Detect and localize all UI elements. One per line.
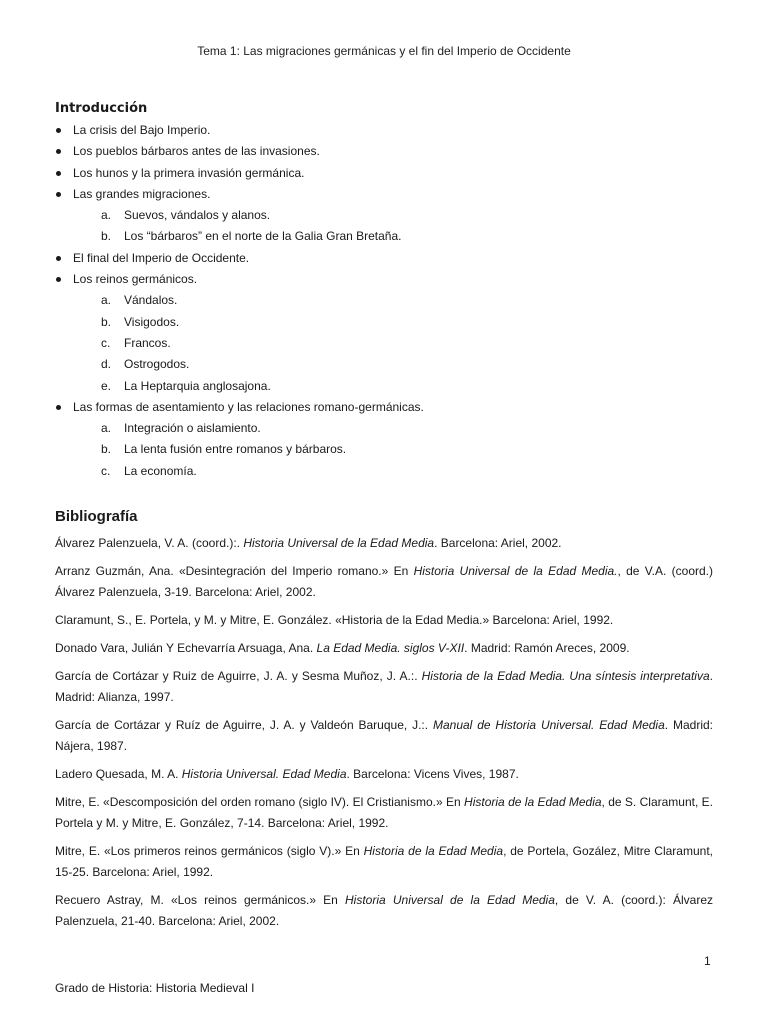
entry-text: , de Portela, Gozález, Mitre Claramunt, 15-25. Barcelona: Ariel, 1992. [55, 844, 713, 879]
outline-item [55, 141, 715, 162]
bibliography-entry [55, 792, 713, 834]
entry-title: Manual de Historia Universal. Edad Media [432, 718, 665, 732]
bibliography-entry [55, 841, 713, 883]
outline-subitem [55, 290, 715, 311]
outline-subitem [55, 376, 715, 397]
outline-item [55, 120, 715, 141]
intro-outline [55, 120, 715, 482]
outline-item-text: Los pueblos bárbaros antes de las invasiones. [73, 144, 320, 159]
entry-title: Historia Universal de la Edad Media [243, 536, 435, 550]
entry-text: . Madrid: Alianza, 1997. [55, 669, 713, 704]
document-title: Tema 1: Las migraciones germánicas y el fin del Imperio de Occidente [197, 44, 571, 58]
subitem-text: Los “bárbaros” en el norte de la Galia Gran Bretaña. [124, 229, 402, 244]
subitem-letter: b. [101, 229, 112, 244]
bullet-icon [56, 128, 61, 133]
subitem-letter: a. [101, 293, 112, 308]
entry-text: , de S. Claramunt, E. Portela y M. y Mitre, E. González, 7-14. Barcelona: Ariel, 1992. [55, 795, 713, 830]
bullet-icon [56, 277, 61, 282]
bibliography-list [55, 533, 713, 939]
outline-subitem [55, 418, 715, 439]
bullet-icon [56, 192, 61, 197]
bibliography-entry [55, 638, 713, 659]
entry-title: Historia Universal de la Edad Media. [413, 564, 618, 578]
entry-title: Historia Universal. Edad Media [181, 767, 347, 781]
entry-text: . Barcelona: Vicens Vives, 1987. [346, 767, 519, 781]
footer-course: Grado de Historia: Historia Medieval I [55, 981, 255, 995]
entry-title: La Edad Media. siglos V-XII [316, 641, 465, 655]
intro-heading: Introducción [55, 101, 148, 116]
subitem-text: Suevos, vándalos y alanos. [124, 208, 271, 223]
subitem-letter: e. [101, 378, 112, 393]
outline-item-text: Los reinos germánicos. [73, 272, 198, 287]
bibliography-entry [55, 715, 713, 757]
entry-text: . Barcelona: Ariel, 2002. [434, 536, 562, 550]
outline-subitem [55, 312, 715, 333]
outline-subitem [55, 333, 715, 354]
outline-item [55, 269, 715, 290]
entry-text: , de V. A. (coord.): Álvarez Palenzuela, 21-40. Barcelona: Ariel, 2002. [55, 893, 713, 928]
outline-item-text: Las grandes migraciones. [73, 186, 211, 201]
page-number: 1 [704, 954, 711, 968]
subitem-text: Francos. [124, 335, 171, 350]
subitem-letter: b. [101, 314, 112, 329]
entry-text: . Madrid: Nájera, 1987. [55, 718, 714, 753]
bullet-icon [56, 149, 61, 154]
entry-title: Historia de la Edad Media. Una síntesis interpretativa [421, 669, 710, 683]
subitem-letter: d. [101, 357, 112, 372]
outline-item-text: Los hunos y la primera invasión germánica. [73, 165, 305, 180]
bullet-icon [56, 171, 61, 176]
outline-subitem [55, 354, 715, 375]
entry-text: Donado Vara, Julián Y Echevarría Arsuaga, Ana. [55, 641, 317, 655]
outline-item-text: El final del Imperio de Occidente. [73, 250, 250, 265]
bibliography-entry [55, 561, 713, 603]
entry-text: Álvarez Palenzuela, V. A. (coord.):. [55, 536, 244, 550]
entry-title: Historia de la Edad Media [464, 795, 602, 809]
subitem-letter: c. [101, 463, 111, 478]
outline-item [55, 184, 715, 205]
subitem-text: La Heptarquia anglosajona. [124, 378, 271, 393]
entry-text: Arranz Guzmán, Ana. «Desintegración del Imperio romano.» En [55, 564, 414, 578]
bibliography-entry [55, 610, 713, 631]
subitem-text: La economía. [124, 463, 197, 478]
bibliography-heading: Bibliografía [55, 508, 138, 525]
outline-item [55, 163, 715, 184]
subitem-text: Ostrogodos. [124, 357, 190, 372]
entry-text: Mitre, E. «Descomposición del orden romano (siglo IV). El Cristianismo.» En [55, 795, 465, 809]
subitem-text: La lenta fusión entre romanos y bárbaros. [124, 442, 347, 457]
outline-item [55, 397, 715, 418]
subitem-letter: b. [101, 442, 112, 457]
entry-text: García de Cortázar y Ruiz de Aguirre, J. A. y Sesma Muñoz, J. A.:. [55, 669, 422, 683]
outline-subitem [55, 439, 715, 460]
subitem-letter: a. [101, 208, 112, 223]
bibliography-entry [55, 533, 713, 554]
subitem-text: Integración o aislamiento. [124, 421, 261, 436]
outline-subitem [55, 226, 715, 247]
entry-text: . Madrid: Ramón Areces, 2009. [464, 641, 630, 655]
outline-subitem [55, 205, 715, 226]
bullet-icon [56, 256, 61, 261]
entry-text: García de Cortázar y Ruíz de Aguirre, J. A. y Valdeón Baruque, J.:. [55, 718, 433, 732]
subitem-text: Vándalos. [124, 293, 178, 308]
outline-subitem [55, 461, 715, 482]
entry-text: Recuero Astray, M. «Los reinos germánicos.» En [55, 893, 346, 907]
entry-title: Historia Universal de la Edad Media [345, 893, 555, 907]
bullet-icon [56, 405, 61, 410]
bibliography-entry [55, 764, 713, 785]
bibliography-entry [55, 666, 713, 708]
entry-text: , de V.A. (coord.) Álvarez Palenzuela, 3-19. Barcelona: Ariel, 2002. [55, 564, 713, 599]
subitem-letter: a. [101, 421, 112, 436]
outline-item [55, 248, 715, 269]
subitem-text: Visigodos. [124, 314, 180, 329]
entry-text: Mitre, E. «Los primeros reinos germánicos (siglo V).» En [55, 844, 364, 858]
entry-text: Claramunt, S., E. Portela, y M. y Mitre, E. González. «Historia de la Edad Media.» Barcelona: Ariel, 1992. [55, 613, 614, 627]
entry-text: Ladero Quesada, M. A. [55, 767, 182, 781]
outline-item-text: La crisis del Bajo Imperio. [73, 123, 211, 137]
bibliography-entry [55, 890, 713, 932]
entry-title: Historia de la Edad Media [363, 844, 504, 858]
subitem-letter: c. [101, 335, 111, 350]
outline-item-text: Las formas de asentamiento y las relaciones romano-germánicas. [73, 399, 424, 414]
